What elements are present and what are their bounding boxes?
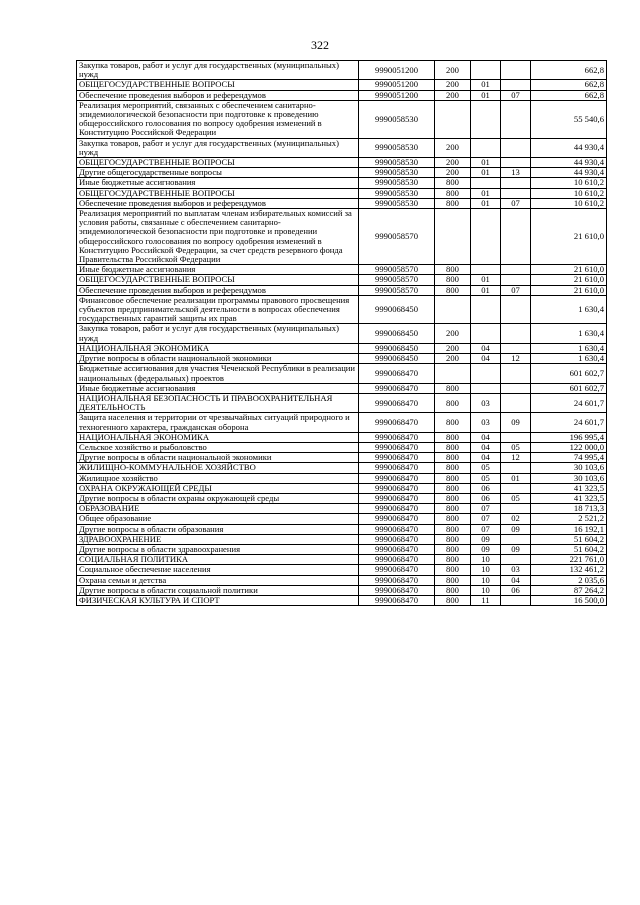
cell-expense-type: 800 [435,442,471,452]
cell-expense-type: 200 [435,80,471,90]
cell-section: 03 [471,413,501,432]
cell-expense-type: 800 [435,198,471,208]
cell-target-article: 9990051200 [359,90,435,100]
cell-amount: 122 000,0 [531,442,607,452]
cell-target-article: 9990058570 [359,275,435,285]
cell-target-article: 9990068470 [359,524,435,534]
cell-subsection: 13 [501,168,531,178]
cell-subsection [501,61,531,80]
cell-amount: 16 500,0 [531,595,607,605]
cell-expense-type: 800 [435,575,471,585]
table-row [77,275,607,285]
cell-expense-type [435,364,471,383]
cell-expense-type: 800 [435,544,471,554]
cell-subsection: 12 [501,453,531,463]
cell-amount: 30 103,6 [531,463,607,473]
cell-amount: 2 521,2 [531,514,607,524]
cell-amount: 601 602,7 [531,383,607,393]
cell-expense-type: 800 [435,453,471,463]
table-row [77,61,607,80]
cell-subsection: 09 [501,524,531,534]
cell-expense-type: 800 [435,383,471,393]
cell-subsection: 01 [501,473,531,483]
cell-section [471,138,501,157]
cell-name: Защита населения и территории от чрезвычайных ситуаций природного и техногенного характера, гражданская оборона [77,413,359,432]
cell-section: 03 [471,393,501,412]
cell-subsection [501,343,531,353]
cell-target-article: 9990068470 [359,544,435,554]
cell-expense-type: 800 [435,432,471,442]
cell-name: Обеспечение проведения выборов и референдумов [77,90,359,100]
cell-amount: 196 995,4 [531,432,607,442]
cell-target-article: 9990068470 [359,453,435,463]
table-row [77,168,607,178]
cell-target-article: 9990058530 [359,198,435,208]
cell-name: ФИЗИЧЕСКАЯ КУЛЬТУРА И СПОРТ [77,595,359,605]
cell-section: 09 [471,544,501,554]
cell-target-article: 9990058570 [359,285,435,295]
cell-name: Финансовое обеспечение реализации программы правового просвещения субъектов предпринимательской деятельности в вопросах обеспечения государственных гарантий защиты их прав [77,295,359,324]
cell-target-article: 9990068450 [359,354,435,364]
cell-name: ОБЩЕГОСУДАРСТВЕННЫЕ ВОПРОСЫ [77,158,359,168]
cell-amount: 21 610,0 [531,265,607,275]
cell-section: 06 [471,493,501,503]
cell-expense-type: 200 [435,343,471,353]
table-row [77,463,607,473]
cell-expense-type: 200 [435,138,471,157]
cell-expense-type: 800 [435,555,471,565]
cell-subsection: 05 [501,493,531,503]
cell-expense-type: 800 [435,585,471,595]
cell-target-article: 9990068450 [359,324,435,343]
cell-name: Бюджетные ассигнования для участия Чеченской Республики в реализации национальных (федеральных) проектов [77,364,359,383]
cell-name: Другие вопросы в области охраны окружающей среды [77,493,359,503]
cell-section: 01 [471,168,501,178]
cell-expense-type: 800 [435,265,471,275]
cell-name: ОБРАЗОВАНИЕ [77,504,359,514]
table-row [77,393,607,412]
cell-name: ОБЩЕГОСУДАРСТВЕННЫЕ ВОПРОСЫ [77,188,359,198]
cell-subsection: 07 [501,285,531,295]
cell-expense-type: 800 [435,393,471,412]
page-number: 322 [311,38,329,52]
cell-amount: 87 264,2 [531,585,607,595]
cell-target-article: 9990068470 [359,393,435,412]
cell-section: 04 [471,343,501,353]
cell-target-article: 9990068470 [359,534,435,544]
cell-section: 04 [471,453,501,463]
cell-section: 07 [471,524,501,534]
cell-amount: 44 930,4 [531,168,607,178]
budget-table [76,60,607,606]
cell-name: Иные бюджетные ассигнования [77,265,359,275]
cell-name: Другие вопросы в области социальной политики [77,585,359,595]
cell-section [471,383,501,393]
cell-section: 11 [471,595,501,605]
cell-target-article: 9990068470 [359,585,435,595]
cell-section: 01 [471,275,501,285]
cell-section: 09 [471,534,501,544]
cell-target-article: 9990068470 [359,463,435,473]
cell-target-article: 9990068470 [359,595,435,605]
cell-amount: 21 610,0 [531,209,607,265]
cell-section [471,178,501,188]
cell-target-article: 9990058530 [359,100,435,138]
cell-amount: 74 995,4 [531,453,607,463]
table-row [77,442,607,452]
cell-amount: 55 540,6 [531,100,607,138]
table-row [77,575,607,585]
cell-subsection [501,534,531,544]
cell-target-article: 9990058530 [359,188,435,198]
cell-subsection [501,209,531,265]
cell-amount: 51 604,2 [531,534,607,544]
cell-subsection: 05 [501,442,531,452]
cell-name: Обеспечение проведения выборов и референдумов [77,198,359,208]
cell-name: ОХРАНА ОКРУЖАЮЩЕЙ СРЕДЫ [77,483,359,493]
cell-subsection [501,324,531,343]
cell-section: 04 [471,442,501,452]
cell-expense-type: 800 [435,565,471,575]
cell-subsection [501,275,531,285]
table-row [77,453,607,463]
table-row [77,493,607,503]
cell-section: 05 [471,463,501,473]
cell-name: Другие общегосударственные вопросы [77,168,359,178]
cell-amount: 662,8 [531,80,607,90]
cell-subsection [501,555,531,565]
cell-section: 04 [471,432,501,442]
cell-target-article: 9990051200 [359,61,435,80]
cell-section: 04 [471,354,501,364]
cell-expense-type: 800 [435,275,471,285]
cell-amount: 662,8 [531,90,607,100]
cell-amount: 662,8 [531,61,607,80]
cell-target-article: 9990068470 [359,483,435,493]
cell-subsection: 12 [501,354,531,364]
cell-target-article: 9990068470 [359,432,435,442]
cell-target-article: 9990068470 [359,493,435,503]
table-row [77,295,607,324]
cell-expense-type: 200 [435,354,471,364]
cell-name: Закупка товаров, работ и услуг для государственных (муниципальных) нужд [77,138,359,157]
cell-section [471,364,501,383]
cell-subsection [501,595,531,605]
table-row [77,198,607,208]
cell-subsection [501,463,531,473]
table-row [77,209,607,265]
cell-name: НАЦИОНАЛЬНАЯ ЭКОНОМИКА [77,432,359,442]
cell-expense-type: 800 [435,188,471,198]
cell-expense-type: 200 [435,168,471,178]
cell-section [471,61,501,80]
cell-expense-type: 800 [435,463,471,473]
cell-subsection [501,393,531,412]
cell-expense-type: 200 [435,61,471,80]
cell-target-article: 9990068470 [359,364,435,383]
cell-name: ЗДРАВООХРАНЕНИЕ [77,534,359,544]
cell-expense-type: 200 [435,158,471,168]
cell-target-article: 9990068450 [359,343,435,353]
cell-subsection: 04 [501,575,531,585]
cell-subsection: 09 [501,413,531,432]
cell-subsection [501,188,531,198]
cell-target-article: 9990068470 [359,413,435,432]
cell-subsection [501,364,531,383]
cell-name: Реализация мероприятий по выплатам членам избирательных комиссий за условия работы, связанные с обеспечением санитарно-эпидемиологической безопасности при подготовке и проведении общероссийского голосования по вопросу одобрения изменений в Конституцию Российской Федерации, за счет средств резервного фонда Правительства Российской Федерации [77,209,359,265]
cell-amount: 601 602,7 [531,364,607,383]
cell-expense-type: 800 [435,413,471,432]
cell-name: Сельское хозяйство и рыболовство [77,442,359,452]
cell-target-article: 9990058530 [359,138,435,157]
table-row [77,432,607,442]
cell-subsection: 06 [501,585,531,595]
cell-subsection: 02 [501,514,531,524]
cell-section: 01 [471,198,501,208]
cell-amount: 21 610,0 [531,275,607,285]
cell-expense-type [435,295,471,324]
cell-target-article: 9990058530 [359,168,435,178]
cell-name: ОБЩЕГОСУДАРСТВЕННЫЕ ВОПРОСЫ [77,275,359,285]
cell-name: Иные бюджетные ассигнования [77,383,359,393]
table-row [77,544,607,554]
cell-expense-type: 800 [435,514,471,524]
cell-amount: 18 713,3 [531,504,607,514]
cell-target-article: 9990068470 [359,575,435,585]
cell-target-article: 9990058530 [359,178,435,188]
cell-name: Другие вопросы в области образования [77,524,359,534]
cell-name: ОБЩЕГОСУДАРСТВЕННЫЕ ВОПРОСЫ [77,80,359,90]
budget-table-body [77,61,607,606]
cell-subsection [501,504,531,514]
table-row [77,483,607,493]
cell-section: 10 [471,555,501,565]
table-row [77,324,607,343]
cell-subsection [501,295,531,324]
cell-section: 01 [471,188,501,198]
cell-expense-type: 800 [435,483,471,493]
cell-amount: 132 461,2 [531,565,607,575]
table-row [77,413,607,432]
cell-section: 01 [471,90,501,100]
cell-subsection [501,178,531,188]
cell-expense-type: 200 [435,324,471,343]
cell-subsection [501,80,531,90]
table-row [77,80,607,90]
table-row [77,364,607,383]
cell-amount: 1 630,4 [531,343,607,353]
cell-name: Обеспечение проведения выборов и референдумов [77,285,359,295]
cell-expense-type: 800 [435,473,471,483]
cell-section [471,209,501,265]
cell-section: 07 [471,504,501,514]
cell-amount: 10 610,2 [531,198,607,208]
cell-target-article: 9990068470 [359,555,435,565]
cell-amount: 1 630,4 [531,324,607,343]
cell-target-article: 9990068470 [359,383,435,393]
table-row [77,100,607,138]
cell-expense-type: 200 [435,90,471,100]
table-row [77,524,607,534]
table-row [77,383,607,393]
cell-name: Закупка товаров, работ и услуг для государственных (муниципальных) нужд [77,324,359,343]
cell-name: Иные бюджетные ассигнования [77,178,359,188]
cell-section: 10 [471,585,501,595]
cell-expense-type: 800 [435,285,471,295]
table-row [77,555,607,565]
cell-name: Охрана семьи и детства [77,575,359,585]
cell-amount: 2 035,6 [531,575,607,585]
cell-section [471,324,501,343]
cell-expense-type: 800 [435,524,471,534]
cell-target-article: 9990068470 [359,442,435,452]
cell-name: НАЦИОНАЛЬНАЯ БЕЗОПАСНОСТЬ И ПРАВООХРАНИТЕЛЬНАЯ ДЕЯТЕЛЬНОСТЬ [77,393,359,412]
table-row [77,158,607,168]
cell-amount: 10 610,2 [531,188,607,198]
cell-subsection: 07 [501,198,531,208]
cell-section: 01 [471,285,501,295]
cell-section: 10 [471,575,501,585]
cell-name: ЖИЛИЩНО-КОММУНАЛЬНОЕ ХОЗЯЙСТВО [77,463,359,473]
cell-amount: 30 103,6 [531,473,607,483]
cell-target-article: 9990068470 [359,565,435,575]
cell-expense-type: 800 [435,534,471,544]
cell-expense-type: 800 [435,504,471,514]
table-row [77,285,607,295]
table-row [77,585,607,595]
cell-name: СОЦИАЛЬНАЯ ПОЛИТИКА [77,555,359,565]
cell-target-article: 9990058530 [359,158,435,168]
cell-section: 01 [471,158,501,168]
table-row [77,178,607,188]
table-row [77,534,607,544]
cell-amount: 221 761,0 [531,555,607,565]
cell-amount: 10 610,2 [531,178,607,188]
table-row [77,473,607,483]
table-row [77,514,607,524]
cell-amount: 1 630,4 [531,295,607,324]
cell-expense-type: 800 [435,493,471,503]
cell-section: 01 [471,80,501,90]
cell-subsection: 09 [501,544,531,554]
cell-target-article: 9990068470 [359,514,435,524]
cell-subsection [501,138,531,157]
cell-amount: 1 630,4 [531,354,607,364]
cell-subsection [501,483,531,493]
table-row [77,354,607,364]
cell-expense-type: 800 [435,595,471,605]
cell-name: Другие вопросы в области национальной экономики [77,453,359,463]
cell-amount: 24 601,7 [531,393,607,412]
cell-amount: 21 610,0 [531,285,607,295]
cell-section: 06 [471,483,501,493]
table-row [77,138,607,157]
cell-amount: 51 604,2 [531,544,607,554]
cell-subsection: 03 [501,565,531,575]
table-row [77,595,607,605]
cell-amount: 24 601,7 [531,413,607,432]
table-row [77,565,607,575]
cell-section [471,100,501,138]
cell-target-article: 9990058570 [359,209,435,265]
cell-section: 07 [471,514,501,524]
cell-subsection: 07 [501,90,531,100]
cell-name: Реализация мероприятий, связанных с обеспечением санитарно-эпидемиологической безопасности при подготовке к проведению общероссийского голосования по вопросу одобрения изменений в Конституцию Российской Федерации [77,100,359,138]
cell-name: НАЦИОНАЛЬНАЯ ЭКОНОМИКА [77,343,359,353]
cell-subsection [501,383,531,393]
cell-amount: 41 323,5 [531,493,607,503]
table-row [77,188,607,198]
cell-target-article: 9990058570 [359,265,435,275]
table-row [77,265,607,275]
table-row [77,343,607,353]
cell-section: 05 [471,473,501,483]
cell-expense-type [435,209,471,265]
cell-subsection [501,432,531,442]
cell-section [471,265,501,275]
table-row [77,90,607,100]
cell-target-article: 9990051200 [359,80,435,90]
cell-amount: 44 930,4 [531,158,607,168]
cell-amount: 44 930,4 [531,138,607,157]
cell-name: Закупка товаров, работ и услуг для государственных (муниципальных) нужд [77,61,359,80]
cell-name: Социальное обеспечение населения [77,565,359,575]
cell-section [471,295,501,324]
cell-amount: 16 192,1 [531,524,607,534]
cell-expense-type: 800 [435,178,471,188]
cell-amount: 41 323,5 [531,483,607,493]
cell-target-article: 9990068470 [359,504,435,514]
cell-target-article: 9990068450 [359,295,435,324]
cell-name: Другие вопросы в области национальной экономики [77,354,359,364]
cell-subsection [501,158,531,168]
cell-subsection [501,265,531,275]
cell-section: 10 [471,565,501,575]
table-row [77,504,607,514]
cell-name: Другие вопросы в области здравоохранения [77,544,359,554]
cell-name: Общее образование [77,514,359,524]
cell-target-article: 9990068470 [359,473,435,483]
cell-expense-type [435,100,471,138]
cell-name: Жилищное хозяйство [77,473,359,483]
cell-subsection [501,100,531,138]
